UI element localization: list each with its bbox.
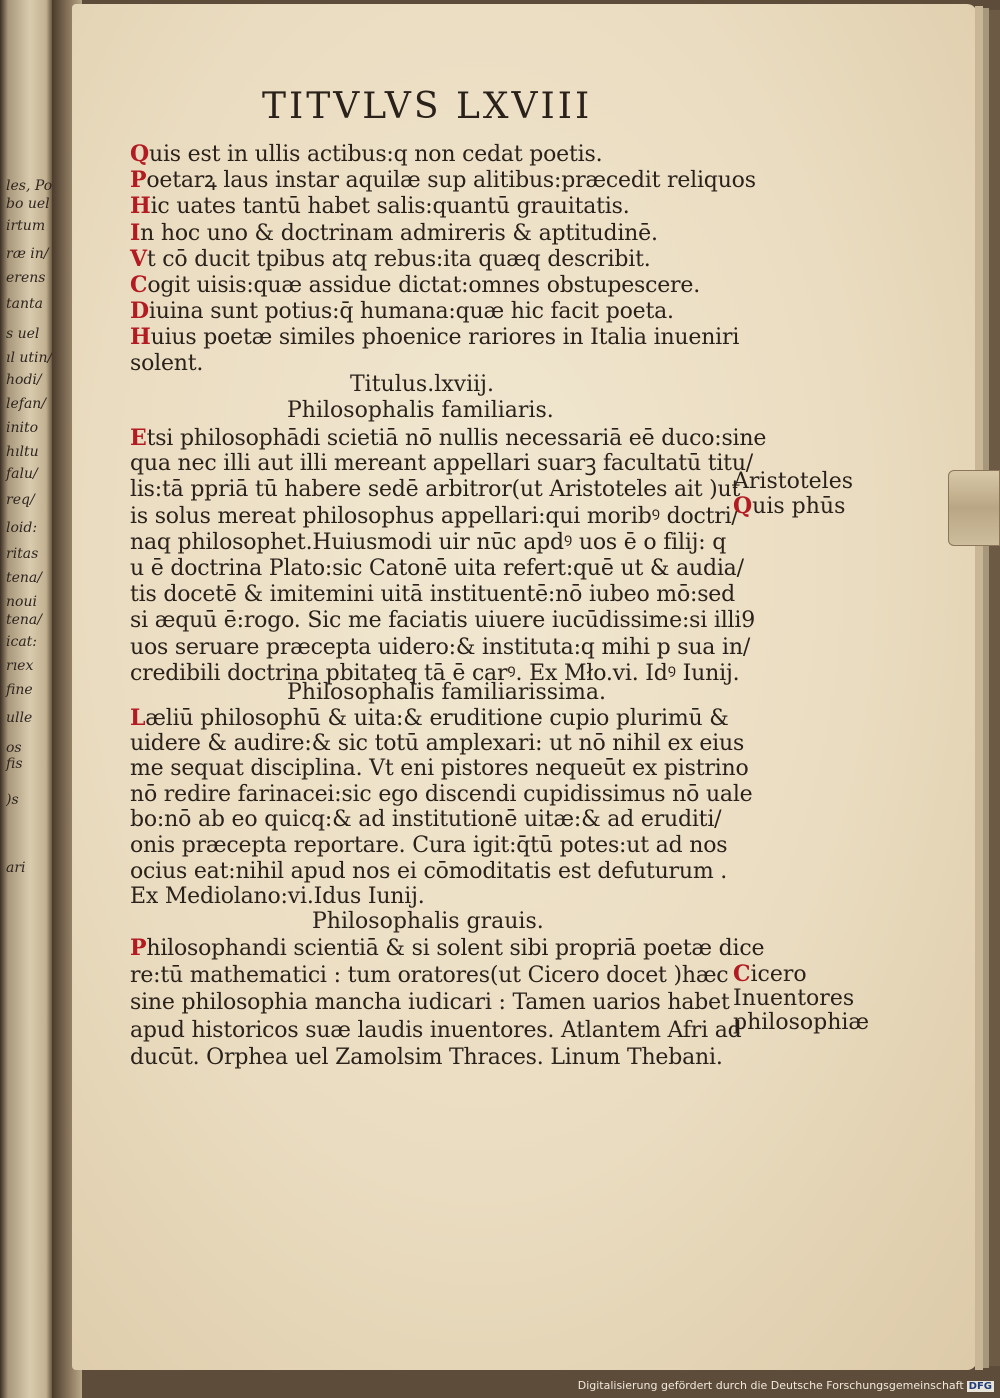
red-initial: I — [130, 219, 141, 246]
line-text: credibili doctrina pbitateq tā ē carꝰ. Ex Mło.vi. Idꝰ Iunij. — [130, 660, 740, 686]
line-text: is solus mereat philosophus appellari:qui moribꝰ doctri/ — [130, 503, 739, 529]
left-page-fragment: noui — [6, 594, 37, 610]
red-initial: D — [130, 298, 149, 325]
text-line — [130, 706, 729, 731]
left-page-fragment: tanta — [6, 296, 43, 312]
red-initial: C — [130, 272, 148, 298]
left-page-fragment: ıl utin/ — [6, 350, 53, 366]
text-line — [130, 936, 764, 961]
red-initial: Q — [130, 141, 149, 167]
left-page-fragment: tena/ — [6, 570, 42, 586]
line-text: nō redire farinacei:sic ego discendi cupidissimus nō uale — [130, 781, 753, 807]
margin-note-line: philosophiæ — [733, 1010, 870, 1035]
line-text: uius poetæ similes phoenice rariores in Italia inueniri — [150, 325, 740, 351]
red-initial: Q — [733, 493, 753, 519]
text-line — [130, 808, 721, 832]
digitization-credit — [578, 1379, 994, 1392]
line-text: u ē doctrina Plato:sic Catonē uita refert:quē ut & audia/ — [130, 556, 744, 581]
left-page-fragment: fine — [6, 682, 33, 698]
line-text: si æquū ē:rogo. Sic me faciatis uiuere iucūdissime:si illi9 — [130, 608, 756, 634]
text-line — [130, 168, 756, 193]
text-line — [130, 732, 744, 756]
text-line — [130, 352, 203, 376]
credit-text: Digitalisierung gefördert durch die Deutsche Forschungsgemeinschaft — [577, 1379, 964, 1392]
text-line — [130, 783, 753, 807]
left-page-fragment: falu/ — [6, 466, 38, 482]
red-initial: E — [130, 425, 147, 451]
red-initial: C — [733, 961, 751, 987]
line-text: hilosophandi scientiā & si solent sibi propriā poetæ dice — [146, 936, 765, 961]
text-line — [130, 557, 744, 581]
left-page-fragment: tena/ — [6, 612, 42, 628]
line-text: apud historicos suæ laudis inuentores. Atlantem Afri ad — [130, 1017, 742, 1043]
margin-note-text: icero — [750, 962, 807, 987]
line-text: uos seruare præcepta uidero:& instituta:q mihi p sua in/ — [130, 634, 751, 660]
left-page-fragment: req/ — [6, 492, 35, 508]
text-line — [130, 1046, 723, 1070]
margin-note-line: Aristoteles — [733, 469, 854, 494]
left-page-fragment: rıex — [6, 658, 34, 674]
margin-note-line — [733, 494, 853, 519]
text-line — [130, 757, 749, 781]
left-page-fragment: les, Po — [6, 178, 53, 194]
page-edge — [989, 10, 1000, 1366]
red-initial: H — [130, 324, 151, 351]
text-line — [130, 531, 726, 555]
line-text: tsi philosophādi scietiā nō nullis necessariā eē duco:sine — [146, 426, 767, 451]
left-page-fragment: os — [6, 740, 22, 756]
red-initial: P — [130, 935, 147, 961]
line-text: solent. — [130, 350, 204, 376]
line-text: n hoc uno & doctrinam admireris & aptitudinē. — [140, 220, 658, 246]
left-page-fragment: icat: — [6, 634, 38, 650]
left-page-fragment: s uel — [6, 326, 40, 342]
left-page-fragment: loid: — [6, 520, 38, 536]
text-line — [130, 247, 651, 272]
text-line — [130, 452, 753, 476]
left-page-fragment: ritas — [6, 546, 39, 562]
text-line — [130, 1019, 742, 1043]
margin-note-aristoteles — [733, 470, 853, 519]
text-line — [130, 505, 739, 529]
text-line — [130, 273, 700, 298]
red-initial: V — [130, 245, 147, 272]
subheading-familiarissima: Philosophalis familiarissima. — [287, 680, 607, 705]
text-line — [130, 885, 425, 909]
line-text: æliū philosophū & uita:& eruditione cupio plurimū & — [145, 706, 729, 731]
text-line — [130, 426, 766, 451]
left-page-fragment: ari — [6, 860, 26, 876]
left-page-fragment: erens — [6, 270, 46, 286]
line-text: Ex Mediolano:vi.Idus Iunij. — [130, 884, 425, 910]
line-text: qua nec illi aut illi mereant appellari suarꝫ facultatū titu/ — [130, 451, 754, 477]
line-text: bo:nō ab eo quicq:& ad institutionē uitæ:& ad eruditi/ — [130, 807, 722, 833]
left-page-fragment: hıltu — [6, 444, 39, 460]
subheading-grauis: Philosophalis grauis. — [312, 909, 544, 934]
left-page-fragment: inito — [6, 420, 39, 436]
text-line — [130, 194, 629, 219]
left-page-fragment: )s — [6, 792, 19, 808]
text-line — [130, 964, 728, 988]
margin-note-cicero — [733, 962, 869, 1035]
line-text: re:tū mathematici : tum oratores(ut Cicero docet )hæc — [130, 962, 729, 988]
text-line — [130, 860, 727, 884]
text-line — [130, 991, 730, 1015]
line-text: ogit uisis:quæ assidue dictat:omnes obstupescere. — [147, 273, 700, 298]
left-page-fragment: irtum — [6, 218, 46, 234]
line-text: lis:tā ppriā tū habere sedē arbitror(ut Aristoteles ait )ut — [130, 477, 741, 503]
titulus-heading: Titulus.lxviij. — [350, 372, 494, 397]
text-line — [130, 478, 740, 502]
running-head: TITVLVS LXVIII — [262, 86, 593, 127]
line-text: me sequat disciplina. Vt eni pistores nequeūt ex pistrino — [130, 756, 749, 782]
line-text: uis est in ullis actibus:q non cedat poetis. — [148, 142, 603, 167]
line-text: ocius eat:nihil apud nos ei cōmoditatis est defuturum . — [130, 858, 728, 884]
left-page-fragment: lefan/ — [6, 396, 47, 412]
margin-note-line — [733, 962, 869, 987]
line-text: uidere & audire:& sic totū amplexari: ut nō nihil ex eius — [130, 730, 745, 756]
red-initial: H — [130, 193, 151, 220]
line-text: ic uates tantū habet salis:quantū grauitatis. — [150, 194, 630, 220]
left-page-fragment: bo uel — [6, 196, 50, 212]
text-line — [130, 299, 674, 324]
left-page-fragment: ræ in/ — [6, 246, 49, 262]
red-initial: P — [130, 167, 147, 194]
line-text: iuina sunt potius:q̄ humana:quæ hic facit poeta. — [148, 299, 674, 325]
left-page-fragment: hodi/ — [6, 372, 42, 388]
text-line — [130, 636, 750, 660]
line-text: ducūt. Orphea uel Zamolsim Thraces. Linum Thebani. — [130, 1045, 723, 1070]
text-line — [130, 583, 735, 607]
text-line — [130, 834, 727, 858]
dfg-logo: DFG — [968, 1381, 992, 1392]
line-text: naq philosophet.Huiusmodi uir nūc apdꝰ uos ē o filij: q — [130, 529, 727, 555]
text-line — [130, 142, 602, 167]
left-page-fragment: ulle — [6, 710, 33, 726]
text-line — [130, 221, 658, 246]
red-initial: L — [130, 705, 146, 731]
text-line — [130, 325, 739, 350]
left-page-fragment: fis — [6, 756, 23, 772]
line-text: t cō ducit tpibus atq rebus:ita quæq describit. — [146, 246, 651, 272]
line-text: oetarꝝ laus instar aquilæ sup alitibus:præcedit reliquos — [146, 168, 756, 194]
subheading-familiaris: Philosophalis familiaris. — [287, 398, 554, 423]
page-edge — [975, 6, 983, 1370]
text-line — [130, 609, 755, 633]
margin-note-text: uis phūs — [752, 494, 846, 519]
line-text: tis docetē & imitemini uitā instituentē:nō iubeo mō:sed — [130, 582, 736, 608]
margin-note-line: Inuentores — [733, 986, 855, 1011]
line-text: sine philosophia mancha iudicari : Tamen uarios habet — [130, 990, 730, 1015]
page-clip — [948, 470, 1000, 546]
line-text: onis præcepta reportare. Cura igit:q̄tū potes:ut ad nos — [130, 833, 728, 858]
